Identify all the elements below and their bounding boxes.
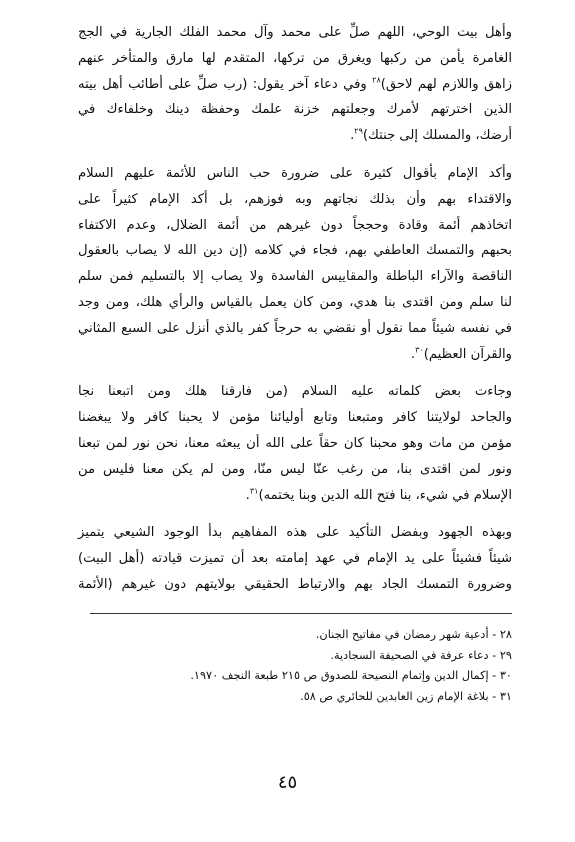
text-line: [78, 123, 512, 149]
text-run: والقرآن العظيم): [423, 346, 512, 362]
text-line: وبهذه الجهود وبفضل التأكيد على هذه المفاهيم بدأ الوجود الشيعي يتميز: [78, 525, 512, 541]
text-line: والجاحد لولايتنا كافر ومتبعنا وتابع أوليائنا مؤمن لا يحبنا كافر ولا يبغضنا: [78, 410, 512, 426]
text-line: مؤمن من مات وهو محبنا كان حقاً على الله أن يبعثه معنا، نحن نور لمن تبعنا: [78, 435, 512, 451]
footnote-31: ٣١ - بلاغة الإمام زين العابدين للحائري ص ٥٨.: [300, 689, 512, 703]
text-run: .: [410, 346, 416, 362]
footnote-28: ٢٨ - أدعية شهر رمضان في مفاتيح الجنان.: [315, 628, 512, 641]
text-run: .: [350, 128, 355, 144]
text-line: الناقصة والآراء الباطلة والمقاييس الفاسدة ولا يصاب إلا بالتسليم فمن سلم: [78, 269, 512, 285]
footnote-reference[interactable]: ٣٠: [415, 345, 424, 355]
text-line: [78, 342, 512, 368]
text-line: الذين اخترتهم لأمرك وجعلتهم خزنة علمك وحفظة دينك وخلفاءك في: [78, 102, 512, 118]
footnote-reference[interactable]: ٢٨: [372, 75, 381, 85]
text-line: شيئاً فشيئاً على يد الإمام في عهد إمامته بعد أن تميزت قيادته (أهل البيت): [78, 551, 512, 567]
text-line: الغامرة يأمن من ركبها ويغرق من تركها، المتقدم لها مارق والمتأخر عنهم: [78, 50, 512, 66]
text-run: زاهق واللازم لهم لاحق): [380, 76, 512, 92]
text-line: ونور لمن اقتدى بنا، من رغب عنّا ليس منّا، ومن لم يكن معنا فليس من: [78, 461, 512, 477]
footnotes: [90, 625, 512, 707]
text-run: وفي دعاء آخر يقول: (رب صلِّ على أطائب أهل بيته: [78, 76, 373, 92]
paragraph-1: [78, 20, 512, 149]
text-line: [78, 72, 512, 98]
footnote-reference[interactable]: ٢٩: [354, 126, 363, 136]
paragraph-3: [78, 379, 512, 508]
text-run: الإسلام في شيء، بنا فتح الله الدين وبنا يختمه): [258, 487, 512, 503]
paragraph-4: [78, 520, 512, 597]
text-line: اتخاذهم أئمة وقادة وحججاً دون غيرهم من أئمة الضلال، وعدم الاكتفاء: [78, 217, 512, 233]
paragraph-2: [78, 161, 512, 367]
page-body: [78, 20, 512, 598]
page-number: ٤٥: [277, 772, 298, 793]
footnote-30: ٣٠ - إكمال الدين وإتمام النصيحة للصدوق ص ٢١٥ طبعة النجف ١٩٧٠.: [190, 669, 512, 682]
text-line: وضرورة التمسك الجاد بهم والارتباط الحقيقي بولايتهم دون غيرهم (الأئمة: [78, 576, 512, 592]
text-line: والاقتداء بهم وأن بذلك نجاتهم وبه فوزهم، بل أكد الإمام كثيراً على: [78, 191, 512, 207]
text-line: [78, 483, 512, 509]
footnote-29: ٢٩ - دعاء عرفة في الصحيفة السجادية.: [330, 648, 512, 662]
text-line: في نفسه شيئاً مما نقول أو نقضي به حرجاً كفر بالذي أنزل على السبع المثاني: [78, 320, 512, 336]
text-line: وأهل بيت الوحي، اللهم صلِّ على محمد وآل محمد الفلك الجارية في الجج: [78, 25, 512, 40]
text-line: لنا سلم ومن اقتدى بنا هدي، ومن كان يعمل بالقياس والرأي هلك، ومن وجد: [78, 294, 512, 310]
text-line: وجاءت بعض كلماته عليه السلام (من فارقنا هلك ومن اتبعنا نجا: [78, 384, 512, 400]
text-line: بحبهم والتمسك العاطفي بهم، فجاء في كلامه (إن دين الله لا يصاب بالعقول: [78, 243, 512, 259]
footnote-divider: [90, 613, 512, 614]
text-run: أرضك، والمسلك إلى جنتك): [362, 128, 512, 144]
text-run: .: [245, 487, 250, 503]
text-line: وأكد الإمام بأقوال كثيرة على ضرورة حب الناس للأئمة عليهم السلام: [78, 165, 512, 181]
footnote-reference[interactable]: ٣١: [249, 486, 259, 496]
